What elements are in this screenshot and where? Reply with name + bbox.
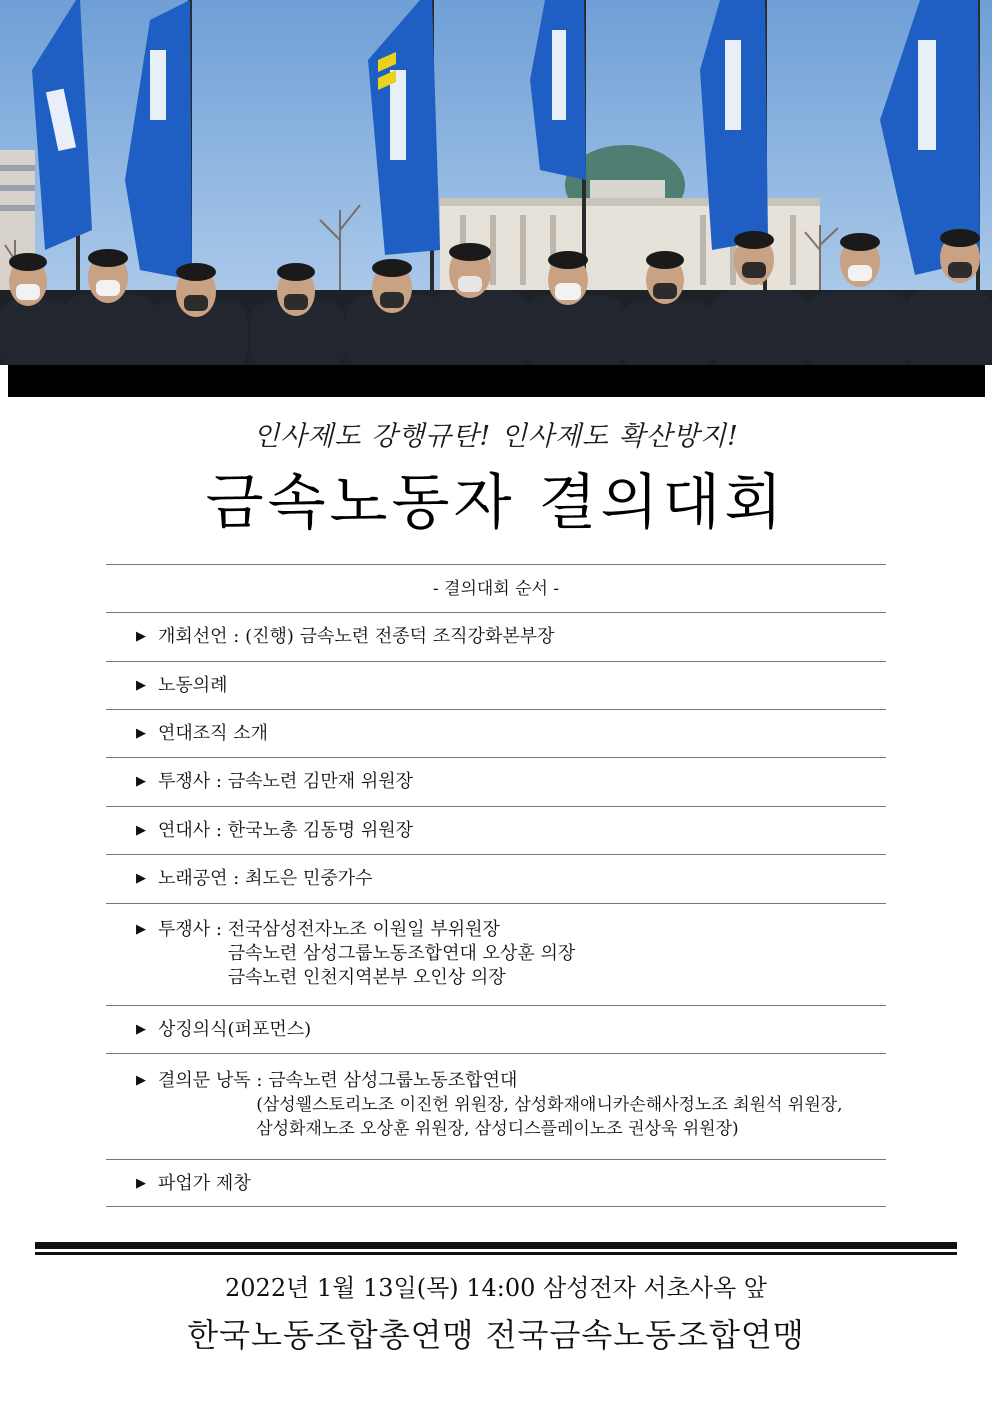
program-item-song [106, 854, 886, 903]
program-item-sep: : [210, 820, 228, 841]
triangle-icon: ▶ [136, 1176, 146, 1191]
rally-photo [0, 0, 992, 365]
program-item-label: 상징의식(퍼포먼스) [158, 1019, 312, 1040]
program-item-labor-rite [106, 661, 886, 709]
subtitle: 인사제도 강행규탄! 인사제도 확산방지! [253, 421, 739, 452]
program-item-label: 결의문 낭독 [158, 1070, 251, 1091]
triangle-icon: ▶ [136, 774, 146, 789]
program-item-symbolic-ceremony [106, 1005, 886, 1053]
program-item-detail: 금속노련 삼성그룹노동조합연대 오상훈 의장 [227, 943, 576, 964]
triangle-icon: ▶ [136, 1022, 146, 1037]
program-item-detail: 최도은 민중가수 [245, 868, 373, 889]
program-item-resolution-reading [106, 1053, 886, 1159]
program-item-detail: 전국삼성전자노조 이원일 부위원장 [227, 919, 500, 940]
program-heading [106, 564, 886, 612]
triangle-icon: ▶ [136, 726, 146, 741]
program-item-detail: 금속노련 김만재 위원장 [227, 771, 414, 792]
triangle-icon: ▶ [136, 629, 146, 644]
program-item-solidarity-intro [106, 709, 886, 757]
program-item-struggle-speech-2 [106, 903, 886, 1005]
photo-caption-bar [8, 365, 985, 397]
program-item-label: 노동의례 [158, 675, 228, 696]
program-heading-text: - 결의대회 순서 - [432, 578, 560, 599]
triangle-icon: ▶ [136, 678, 146, 693]
program-item-sep: : [210, 919, 228, 940]
program-item-detail: 한국노총 김동명 위원장 [227, 820, 414, 841]
page-title: 금속노동자 결의대회 [205, 468, 787, 538]
program-item-label: 연대조직 소개 [158, 723, 269, 744]
program-item-detail: 삼성화재노조 오상훈 위원장, 삼성디스플레이노조 권상욱 위원장) [256, 1119, 739, 1139]
program-item-label: 투쟁사 [158, 919, 211, 940]
program-item-strike-song [106, 1159, 886, 1207]
program-table [106, 564, 886, 1207]
program-item-label: 개회선언 [158, 626, 228, 647]
program-item-label: 투쟁사 [158, 771, 211, 792]
program-item-solidarity-speech [106, 806, 886, 854]
program-item-detail: (진행) 금속노련 전종덕 조직강화본부장 [245, 626, 555, 647]
triangle-icon: ▶ [136, 823, 146, 838]
program-item-sep: : [210, 771, 228, 792]
program-item-struggle-speech-1 [106, 757, 886, 806]
program-item-detail: 금속노련 삼성그룹노동조합연대 [268, 1070, 518, 1091]
footer-divider-thick [35, 1242, 957, 1249]
program-item-detail: 금속노련 인천지역본부 오인상 의장 [227, 967, 506, 988]
triangle-icon: ▶ [136, 922, 146, 937]
footer-divider-thin [35, 1252, 957, 1255]
program-item-sep: : [250, 1070, 269, 1091]
program-item-label: 파업가 제창 [158, 1173, 251, 1194]
program-item-label: 연대사 [158, 820, 211, 841]
triangle-icon: ▶ [136, 871, 146, 886]
triangle-icon: ▶ [136, 1073, 146, 1088]
program-item-sep: : [227, 626, 246, 647]
program-item-detail: (삼성웰스토리노조 이진헌 위원장, 삼성화재애니카손해사정노조 최원석 위원장, [256, 1095, 843, 1115]
program-item-opening [106, 612, 886, 661]
program-item-label: 노래공연 [158, 868, 228, 889]
event-date-place: 2022년 1월 13일(목) 14:00 삼성전자 서초사옥 앞 [225, 1274, 767, 1302]
organizers: 한국노동조합총연맹 전국금속노동조합연맹 [187, 1316, 805, 1354]
program-item-sep: : [227, 868, 246, 889]
